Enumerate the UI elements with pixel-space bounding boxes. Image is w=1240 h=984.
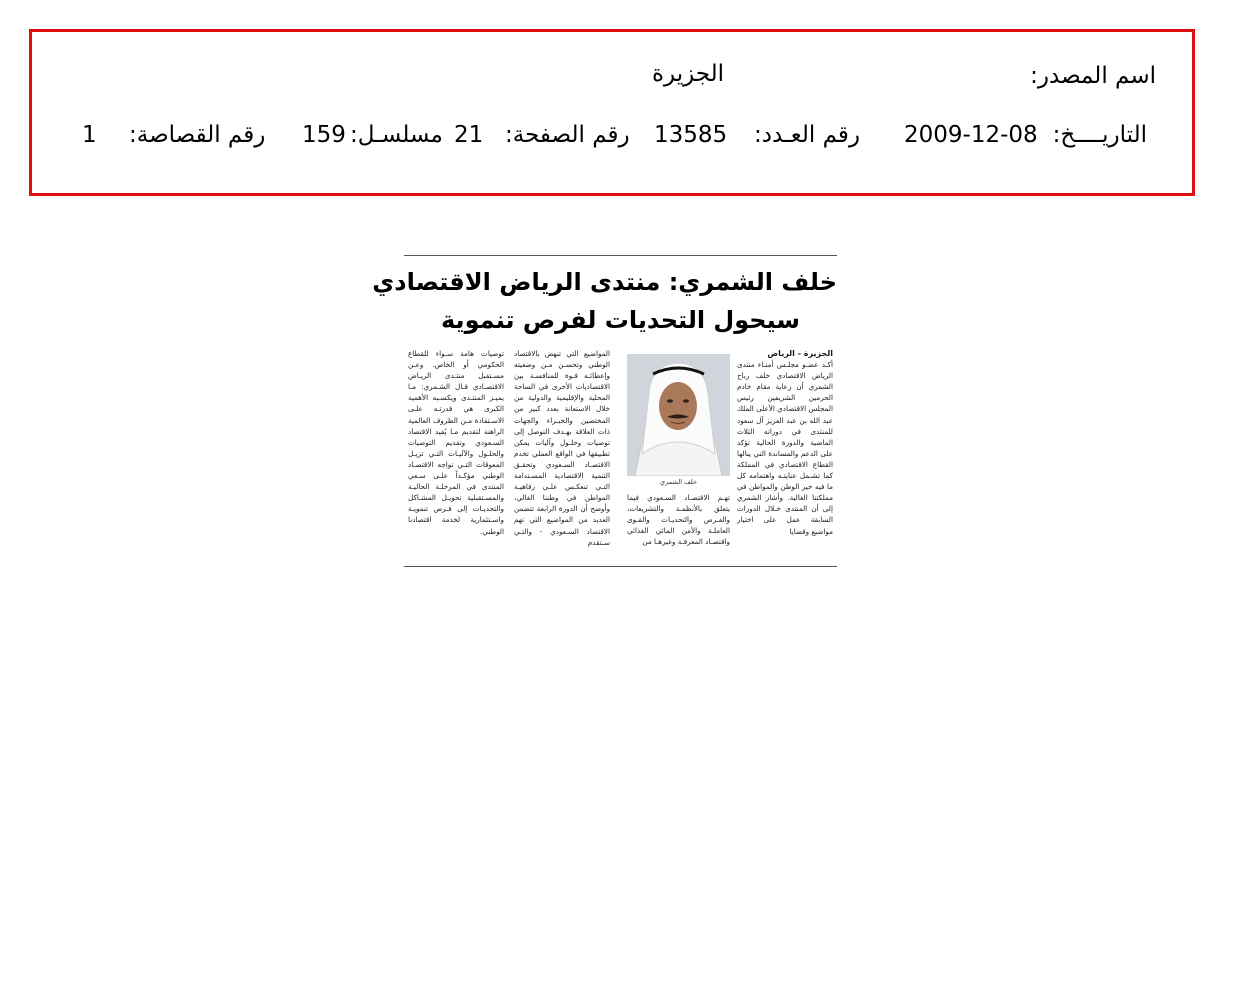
issue-number-value: 13585 xyxy=(654,122,728,148)
photo-caption: خلف الشمري xyxy=(660,478,697,486)
source-label: اسم المصدر: xyxy=(1030,63,1156,89)
portrait-photo xyxy=(627,354,730,476)
article-headline-line-2: سيحول التحديات لفرص تنموية xyxy=(441,306,800,334)
source-value: الجزيرة xyxy=(652,61,725,87)
article-column-2: تهـم الاقتصـاد السـعودي فيما يتعلق بالأنظمـة والتشريعات، والفـرص والتحديـات والقـوى العاملـة والأمن المائي الغذائي واقتصـاد المعرفـة وغيرهـا من xyxy=(627,493,730,547)
article-column-3: المواضيع التي تنهض بالاقتصاد الوطني وتحسـن مـن وضعيته وإعطائـه قـوة للمنافسـة بين الاقتصاديات الأخرى في الساحة المحلية والإقليمية والدولية من خلال الاستعانة بعدد كبير من المختصين والخبـراء والجهات ذات العلاقة بهـدف التوصل إلى توصيات وحلـول وآليات يمكن تطبيقها في الواقع العملي تخدم الاقتصـاد السـعودي وتحقـق التنمية الاقتصادية المسـتدامة التـي تنعكـس علـى رفاهيـة المواطن في وطننا الغالي، وأوضح أن الدورة الرابعة تتضمن العديد من المواضيع التي تهم الاقتصاد السـعودي - والتـي سـتقدم xyxy=(514,349,610,547)
newspaper-clipping xyxy=(372,255,837,567)
page-number-label: رقم الصفحة: xyxy=(505,122,630,148)
article-column-1-text: أكـد عضـو مجلـس أمنـاء منتدى الرياض الاقتصادي خلف رباح الشمري أن رعاية مقام خادم الحرمين الشريفين رئيس المجلس الاقتصادي الأعلى الملك عبد الله بن عبد العزيز آل سعود للمنتدى في دوراته الثلاث الماضية والدورة الحالية تؤكد على الدعم والمساندة التي ينالها القطاع الاقتصادي في المملكة كما تشـمل عنايتـه واهتمامه كل ما فيه خير الوطن والمواطن في مملكتنا الغالية. وأشار الشمري إلى أن المنتدى خـلال الدورات السابقة عمل على اختيار مواضيع وقضايا xyxy=(737,360,833,536)
clip-number-value: 1 xyxy=(82,122,97,148)
page-number-value: 21 xyxy=(454,122,484,148)
clipping-metadata-box xyxy=(29,29,1195,196)
date-label: التاريــــخ: xyxy=(1052,122,1147,148)
clip-number-label: رقم القصاصة: xyxy=(129,122,266,148)
article-column-1 xyxy=(737,348,833,560)
issue-number-label: رقم العـدد: xyxy=(754,122,861,148)
portrait-illustration xyxy=(627,354,730,476)
date-value: 2009-12-08 xyxy=(904,122,1038,148)
article-byline: الجزيرة - الرياض xyxy=(767,349,833,358)
serial-label: مسلسـل: xyxy=(350,122,443,148)
article-column-4: توصيات هامة سـواء للقطاع الحكومي أو الخاص. وعـن مسـتقبل منتـدى الريـاض الاقتصـادي قـال الشـمري: مـا يميـز المنتـدى ويكسـبه الأهمية الكبرى هي قدرتـه علـى الاسـتفادة مـن الظروف العالمية الراهنة لتقديم مـا يُفيد الاقتصاد السـعودي وتقديم التوصيات والحلـول والآليـات التـي تزيـل المعوقات التـي تواجه الاقتصـاد الوطني مؤكـداً علـى سـعي المنتدى في المرحلـة الحاليـة والمسـتقبلية تحويـل المشـاكل والتحديـات إلى فـرص تنمويـة واسـتثمارية لخدمة اقتصادنا الوطني. xyxy=(408,349,504,536)
article-headline-line-1: خلف الشمري: منتدى الرياض الاقتصادي xyxy=(372,268,837,296)
serial-value: 159 xyxy=(302,122,346,148)
